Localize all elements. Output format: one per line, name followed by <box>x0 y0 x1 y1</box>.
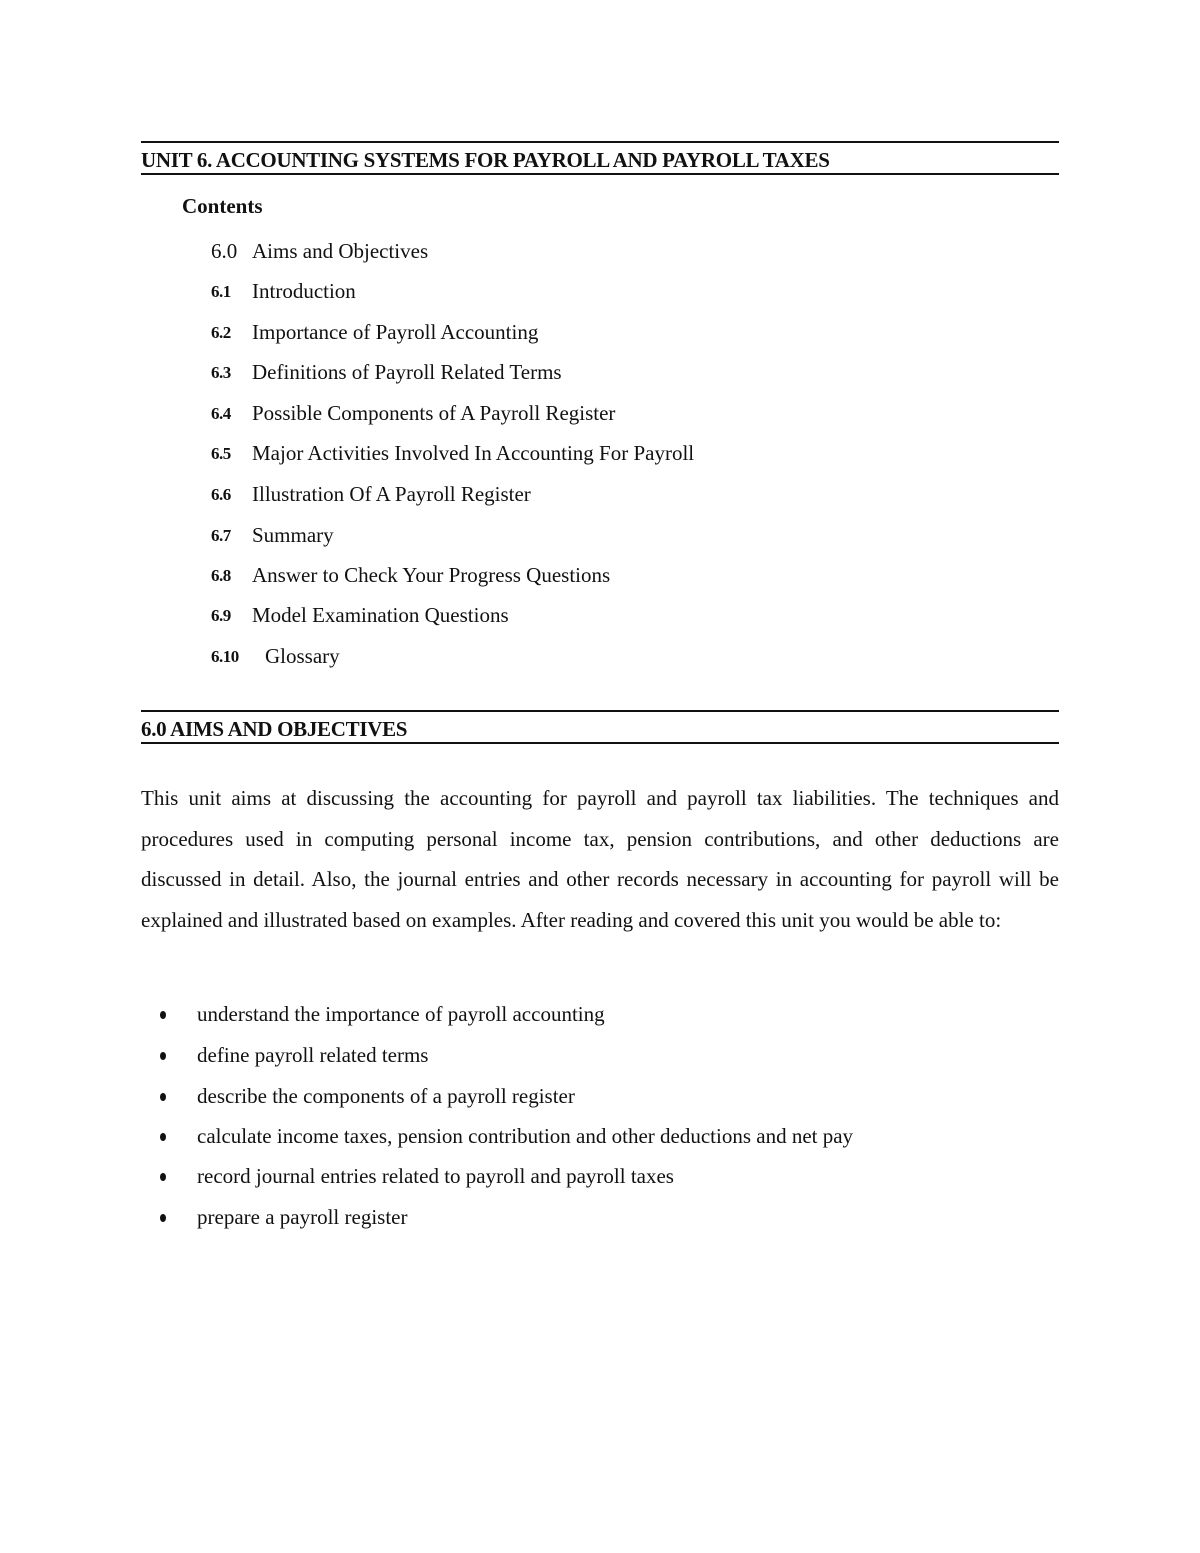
toc-item <box>0 644 900 674</box>
toc-number: 6.7 <box>211 526 231 545</box>
aims-heading: 6.0 AIMS AND OBJECTIVES <box>141 717 408 741</box>
toc-number: 6.5 <box>211 444 231 463</box>
toc-label: Model Examination Questions <box>252 603 509 627</box>
toc-item <box>0 360 900 390</box>
toc-item <box>0 603 900 633</box>
toc-number: 6.8 <box>211 566 231 585</box>
bullet-icon <box>160 1093 166 1101</box>
list-item <box>0 1002 1000 1032</box>
list-item <box>0 1205 1000 1235</box>
toc-number: 6.2 <box>211 323 231 342</box>
toc-item <box>0 320 900 350</box>
contents-title: Contents <box>182 194 263 218</box>
toc-number: 6.9 <box>211 606 231 625</box>
bullet-icon <box>160 1214 166 1222</box>
aims-heading-block <box>141 710 1059 744</box>
toc-label: Illustration Of A Payroll Register <box>252 482 531 506</box>
toc-label: Summary <box>252 523 334 547</box>
toc-label: Introduction <box>252 279 356 303</box>
unit-heading: UNIT 6. ACCOUNTING SYSTEMS FOR PAYROLL AND PAYROLL TAXES <box>141 148 830 172</box>
objective-text: describe the components of a payroll register <box>197 1084 575 1108</box>
toc-item <box>0 239 900 269</box>
bullet-icon <box>160 1173 166 1181</box>
toc-item <box>0 401 900 431</box>
objective-text: prepare a payroll register <box>197 1205 408 1229</box>
toc-label: Possible Components of A Payroll Register <box>252 401 616 425</box>
list-item <box>0 1084 1000 1114</box>
list-item <box>0 1043 1000 1073</box>
toc-number: 6.3 <box>211 363 231 382</box>
toc-item <box>0 441 900 471</box>
toc-label: Aims and Objectives <box>252 239 429 263</box>
list-item <box>0 1124 1000 1154</box>
toc-item <box>0 563 900 593</box>
toc-number: 6.6 <box>211 485 231 504</box>
toc-label: Definitions of Payroll Related Terms <box>252 360 562 384</box>
toc-item <box>0 279 900 309</box>
toc-number: 6.10 <box>211 647 239 666</box>
toc-number: 6.0 <box>211 239 238 263</box>
objective-text: record journal entries related to payroll and payroll taxes <box>197 1164 674 1188</box>
objective-text: define payroll related terms <box>197 1043 429 1067</box>
bullet-icon <box>160 1011 166 1019</box>
toc-label: Glossary <box>265 644 340 668</box>
toc-item <box>0 482 900 512</box>
list-item <box>0 1164 1000 1194</box>
toc-item <box>0 523 900 553</box>
unit-heading-block <box>141 141 1059 175</box>
bullet-icon <box>160 1052 166 1060</box>
objective-text: understand the importance of payroll accounting <box>197 1002 605 1026</box>
toc-label: Major Activities Involved In Accounting For Payroll <box>252 441 695 465</box>
objective-text: calculate income taxes, pension contribution and other deductions and net pay <box>197 1124 854 1148</box>
toc-label: Answer to Check Your Progress Questions <box>252 563 611 587</box>
aims-paragraph: This unit aims at discussing the accounting for payroll and payroll tax liabilities. The techniques and procedures used in computing personal income tax, pension contributions, and other deductions are discussed in detail. Also, the journal entries and other records necessary in accounting for payroll will be explained and illustrated based on examples. After reading and covered this unit you would be able to: <box>141 786 1059 932</box>
toc-label: Importance of Payroll Accounting <box>252 320 539 344</box>
toc-number: 6.4 <box>211 404 231 423</box>
bullet-icon <box>160 1133 166 1141</box>
toc-number: 6.1 <box>211 282 231 301</box>
